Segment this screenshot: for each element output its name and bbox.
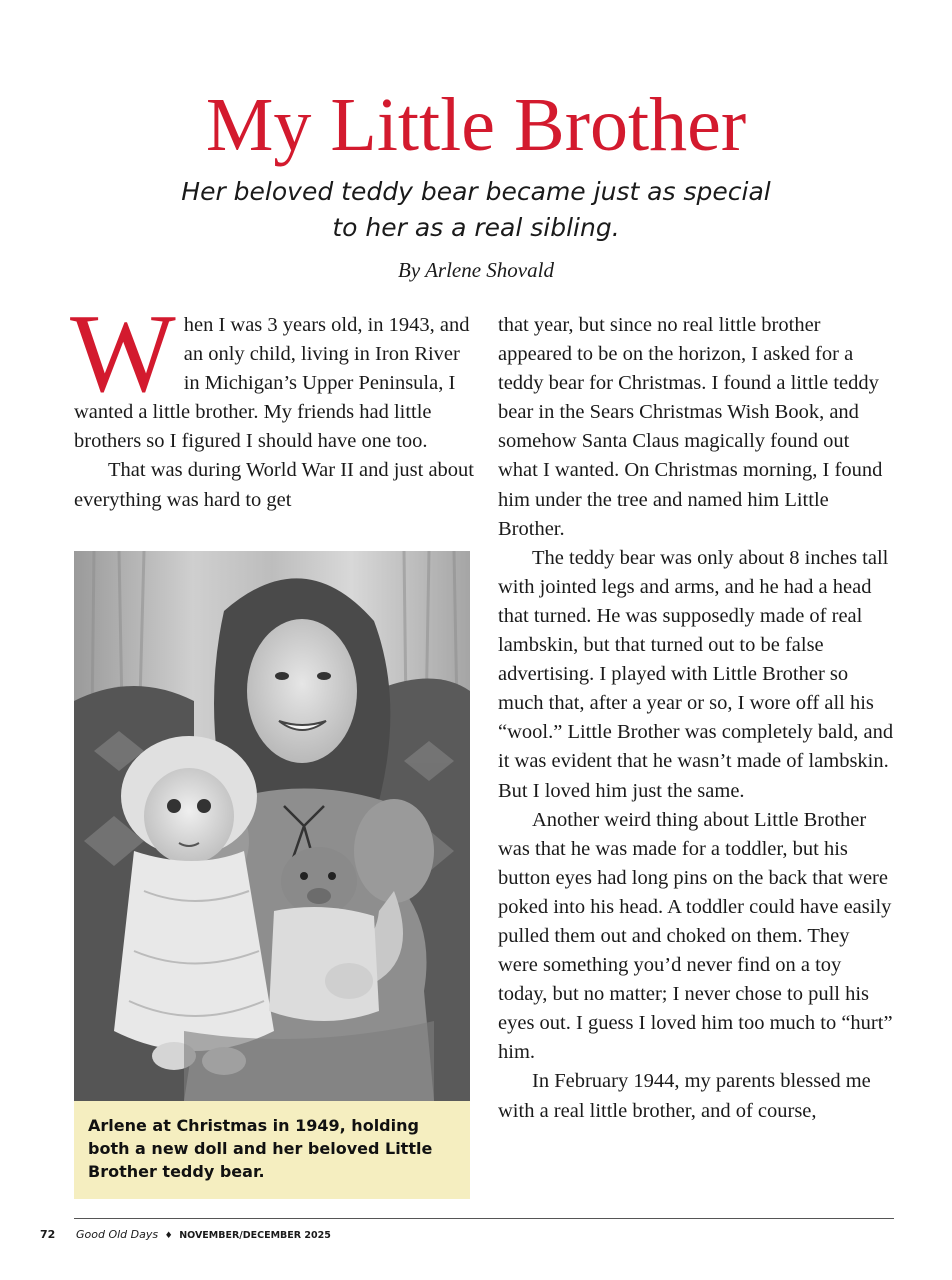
- magazine-name: Good Old Days: [76, 1228, 159, 1241]
- paragraph-2: That was during World War II and just about everything was hard to get: [74, 459, 475, 511]
- paragraph-1-text: hen I was 3 years old, in 1943, and an only child, living in Iron River in Michigan’s Upper Peninsula, I wanted a little brother. My friends had little brothers so I figured I should have one too.: [74, 314, 470, 453]
- photo-girl-with-doll-and-teddy-bear: [74, 551, 470, 1101]
- diamond-separator-icon: ♦: [164, 1231, 173, 1241]
- article-byline: By Arlene Shovald: [398, 258, 554, 282]
- paragraph-6: In February 1944, my parents blessed me with a real little brother, and of course,: [498, 1070, 871, 1122]
- left-column: [70, 292, 475, 515]
- drop-cap: W: [70, 292, 176, 416]
- footer-rule: [74, 1218, 894, 1219]
- paragraph-4: The teddy bear was only about 8 inches tall with jointed legs and arms, and he had a head that turned. He was supposedly made of real lambskin, but that turned out to be false advertising. I played with Little Brother so much that, after a year or so, I wore off all his “wool.” Little Brother was completely bald, and it was evident that he wasn’t made of lambskin. But I loved him just the same.: [498, 546, 894, 802]
- article-subtitle: Her beloved teddy bear became just as special to her as a real sibling.: [181, 177, 771, 242]
- photo: [74, 551, 470, 1101]
- running-footer: [76, 1228, 331, 1243]
- page-number: 72: [40, 1228, 56, 1241]
- right-column: [498, 311, 894, 1126]
- photo-caption: Arlene at Christmas in 1949, holding both a new doll and her beloved Little Brother teddy bear.: [74, 1101, 470, 1199]
- paragraph-3: that year, but since no real little brother appeared to be on the horizon, I asked for a teddy bear for Christmas. I found a little teddy bear in the Sears Christmas Wish Book, and somehow Santa Claus magically found out what I wanted. On Christmas morning, I found him under the tree and named him Little Brother.: [498, 314, 883, 540]
- paragraph-5: Another weird thing about Little Brother was that he was made for a toddler, but his button eyes had long pins on the back that were poked into his head. A toddler could have easily pulled them out and choked on them. They were something you’d never find on a toy today, but no matter; I never chose to pull his eyes out. I guess I loved him too much to “hurt” him.: [498, 808, 893, 1064]
- article-title: My Little Brother: [205, 83, 747, 167]
- paragraph-1: [70, 292, 474, 456]
- issue-date: NOVEMBER/DECEMBER 2025: [179, 1230, 331, 1241]
